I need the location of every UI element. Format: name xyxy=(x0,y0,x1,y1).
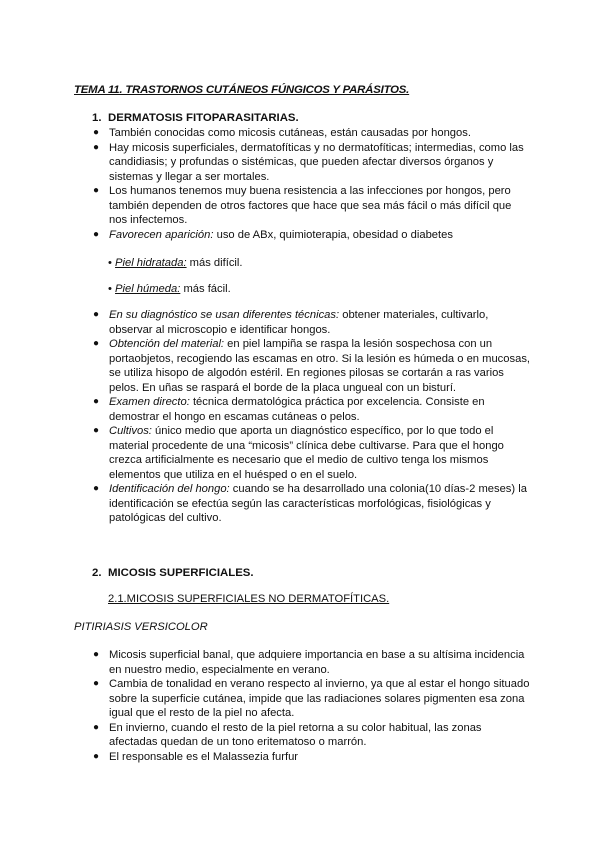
sub-bullet-piel-humeda: • Piel húmeda: más fácil. xyxy=(108,283,231,295)
section-1-heading xyxy=(92,112,299,124)
sub-bullet-piel-hidratada: • Piel hidratada: más difícil. xyxy=(108,257,243,269)
list-item: ● Identificación del hongo: cuando se ha desarrollado una colonia(10 días-2 meses) la identificación se efectúa según las características morfológicas, fisiológicas y patológicas del cultivo. xyxy=(93,483,527,524)
section-1-number: 1. xyxy=(92,112,102,124)
bullet-icon: ● xyxy=(93,678,100,689)
list-item: ● En su diagnóstico se usan diferentes técnicas: obtener materiales, cultivarlo, observar al microscopio e identificar hongos. xyxy=(93,309,489,336)
section-2-bullet-list xyxy=(92,648,532,764)
sub-bullet-icon: • xyxy=(108,283,112,295)
section-1-heading-text: DERMATOSIS FITOPARASITARIAS. xyxy=(108,112,299,124)
list-item: ● Favorecen aparición: uso de ABx, quimioterapia, obesidad o diabetes xyxy=(93,228,453,241)
section-2-1-subheading: 2.1.MICOSIS SUPERFICIALES NO DERMATOFÍTICAS. xyxy=(108,593,390,605)
bullet-icon: ● xyxy=(93,141,100,153)
list-item: ● Micosis superficial banal, que adquiere importancia en base a su altísima incidencia en nuestro medio, especialmente en verano. xyxy=(93,649,525,676)
list-item: ● El responsable es el Malassezia furfur xyxy=(93,750,299,763)
section-1-bullet-list xyxy=(92,126,532,242)
section-2-heading xyxy=(92,567,254,579)
bullet-icon: ● xyxy=(93,425,100,436)
list-item: ● Los humanos tenemos muy buena resistencia a las infecciones por hongos, pero también dependen de otros factores que hace que sea más fácil o más difícil que nos infectemos. xyxy=(93,185,512,226)
section-2-number: 2. xyxy=(92,567,102,579)
list-item: ● También conocidas como micosis cutáneas, están causadas por hongos. xyxy=(93,127,471,139)
bullet-icon: ● xyxy=(93,750,100,762)
bullet-icon: ● xyxy=(93,649,100,660)
list-item: ● Cambia de tonalidad en verano respecto al invierno, ya que al estar el hongo situado sobre la superficie cutánea, impide que las radiaciones solares pigmenten esa zona igual que el resto de la piel no afecta. xyxy=(93,678,530,719)
bullet-icon: ● xyxy=(93,396,100,407)
list-item: ● Obtención del material: en piel lampiña se raspa la lesión sospechosa con un portaobjetos, recogiendo las escamas en otro. Si la lesión es húmeda o en mucosas, se utiliza hisopo de algodón estéril. En regiones pilosas se cortarán a ras varios pelos. En uñas se raspará el borde de la placa ungueal con un bisturí. xyxy=(93,338,531,394)
section-2-heading-text: MICOSIS SUPERFICIALES. xyxy=(108,567,254,579)
topic-title: PITIRIASIS VERSICOLOR xyxy=(74,621,208,633)
list-item: ● Hay micosis superficiales, dermatofíticas y no dermatofíticas; intermedias, como las candidiasis; y profundas o sistémicas, que pueden afectar diversos órganos y sistemas y llegar a ser mortales. xyxy=(93,141,524,183)
list-item: ● En invierno, cuando el resto de la piel retorna a su color habitual, las zonas afectadas quedan de un tono eritematoso o marrón. xyxy=(93,721,482,748)
list-item: ● Examen directo: técnica dermatológica práctica por excelencia. Consiste en demostrar el hongo en escamas cutáneas o pelos. xyxy=(93,396,485,423)
bullet-icon: ● xyxy=(93,185,100,196)
document-title: TEMA 11. TRASTORNOS CUTÁNEOS FÚNGICOS Y PARÁSITOS. xyxy=(74,84,410,96)
bullet-icon: ● xyxy=(93,228,100,240)
bullet-icon: ● xyxy=(93,309,100,320)
list-item: ● Cultivos: único medio que aporta un diagnóstico específico, por lo que todo el material procedente de una “micosis” clínica debe cultivarse. Para que el hongo crezca artificialmente es necesario que el medio de cultivo tenga los mismos elementos que utiliza en el huésped o en el suelo. xyxy=(93,425,504,481)
bullet-icon: ● xyxy=(93,338,100,349)
sub-bullet-icon: • xyxy=(108,257,112,269)
section-1-diagnosis-list xyxy=(92,308,532,526)
bullet-icon: ● xyxy=(93,483,100,494)
bullet-icon: ● xyxy=(93,721,100,733)
bullet-icon: ● xyxy=(93,127,100,138)
